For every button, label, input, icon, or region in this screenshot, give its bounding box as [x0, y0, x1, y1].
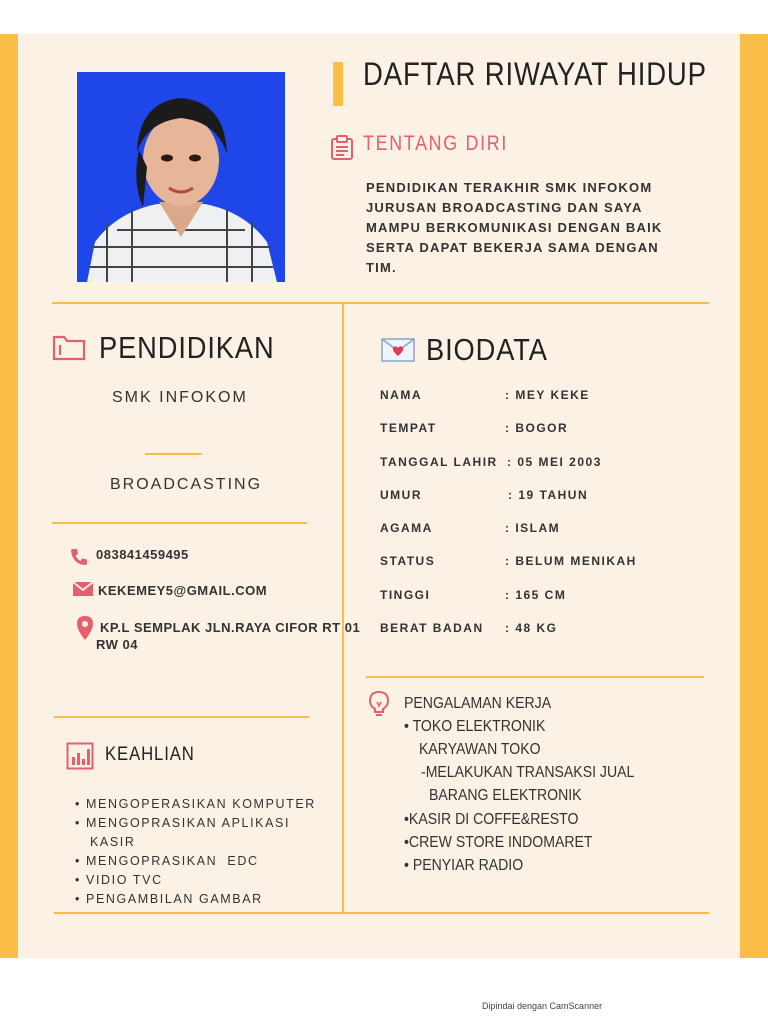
title-accent-bar: [333, 62, 343, 106]
address-line: KP.L SEMPLAK JLN.RAYA CIFOR RT 01: [100, 620, 361, 635]
about-heading: TENTANG DIRI: [363, 132, 509, 155]
biodata-value: : 19 TAHUN: [508, 488, 589, 502]
folder-icon: [52, 333, 86, 366]
biodata-value: : 05 MEI 2003: [507, 455, 602, 469]
biodata-key: NAMA: [380, 388, 422, 402]
contact-phone: 083841459495: [96, 547, 189, 562]
biodata-heading: BIODATA: [426, 332, 548, 367]
address-line: RW 04: [96, 637, 138, 652]
biodata-value: : ISLAM: [505, 521, 561, 535]
experience-heading: PENGALAMAN KERJA: [404, 695, 552, 712]
biodata-value: : 48 KG: [505, 621, 558, 635]
scanner-footer: Dipindai dengan CamScanner: [482, 1001, 603, 1011]
experience-item: BARANG ELEKTRONIK: [429, 787, 582, 804]
about-line: TIM.: [366, 260, 397, 275]
divider-vertical: [342, 304, 344, 912]
clipboard-icon: [330, 135, 354, 166]
about-line: PENDIDIKAN TERAKHIR SMK INFOKOM: [366, 180, 653, 195]
divider-contact: [54, 716, 309, 718]
divider-education: [52, 522, 307, 524]
biodata-key: BERAT BADAN: [380, 621, 484, 635]
right-border: [740, 34, 768, 958]
experience-item: • TOKO ELEKTRONIK: [404, 718, 546, 735]
contact-email: KEKEMEY5@GMAIL.COM: [98, 583, 268, 598]
experience-item: •KASIR DI COFFE&RESTO: [404, 811, 579, 828]
education-heading: PENDIDIKAN: [99, 330, 275, 365]
skill-item: • PENGAMBILAN GAMBAR: [75, 892, 263, 906]
about-line: JURUSAN BROADCASTING DAN SAYA: [366, 200, 643, 215]
profile-photo: [77, 72, 285, 282]
skill-item: • MENGOPERASIKAN KOMPUTER: [75, 797, 316, 811]
location-pin-icon: [76, 615, 94, 646]
biodata-key: TEMPAT: [380, 421, 437, 435]
about-line: MAMPU BERKOMUNIKASI DENGAN BAIK: [366, 220, 663, 235]
biodata-value: : BELUM MENIKAH: [505, 554, 637, 568]
skill-item: • VIDIO TVC: [75, 873, 163, 887]
education-major: BROADCASTING: [110, 476, 263, 493]
experience-item: KARYAWAN TOKO: [419, 741, 541, 758]
biodata-key: AGAMA: [380, 521, 433, 535]
contact-address: [96, 620, 361, 652]
skill-item: KASIR: [90, 835, 136, 849]
biodata-key: STATUS: [380, 554, 436, 568]
envelope-heart-icon: [381, 338, 415, 367]
divider-biodata: [366, 676, 704, 678]
biodata-key: TINGGI: [380, 588, 431, 602]
skills-list: [75, 795, 316, 909]
divider-bottom: [54, 912, 709, 914]
about-line: SERTA DAPAT BEKERJA SAMA DENGAN: [366, 240, 659, 255]
experience-item: • PENYIAR RADIO: [404, 857, 524, 874]
biodata-value: : BOGOR: [505, 421, 569, 435]
skill-item: • MENGOPRASIKAN EDC: [75, 854, 259, 868]
skills-heading: KEAHLIAN: [105, 744, 195, 765]
biodata-value: : MEY KEKE: [505, 388, 590, 402]
divider-top: [52, 302, 709, 304]
left-border: [0, 34, 18, 958]
education-school: SMK INFOKOM: [112, 389, 248, 406]
lightbulb-icon: [368, 690, 390, 723]
biodata-value: : 165 CM: [505, 588, 567, 602]
bar-chart-icon: [66, 742, 94, 775]
about-text: [366, 178, 666, 278]
skill-item: • MENGOPRASIKAN APLIKASI: [75, 816, 291, 830]
biodata-key: UMUR: [380, 488, 422, 502]
education-separator: [145, 453, 202, 455]
experience-item: -MELAKUKAN TRANSAKSI JUAL: [421, 764, 635, 781]
phone-icon: [69, 547, 89, 572]
mail-icon: [72, 581, 94, 602]
page-title: DAFTAR RIWAYAT HIDUP: [363, 56, 707, 92]
experience-item: •CREW STORE INDOMARET: [404, 834, 593, 851]
biodata-key: TANGGAL LAHIR: [380, 455, 498, 469]
